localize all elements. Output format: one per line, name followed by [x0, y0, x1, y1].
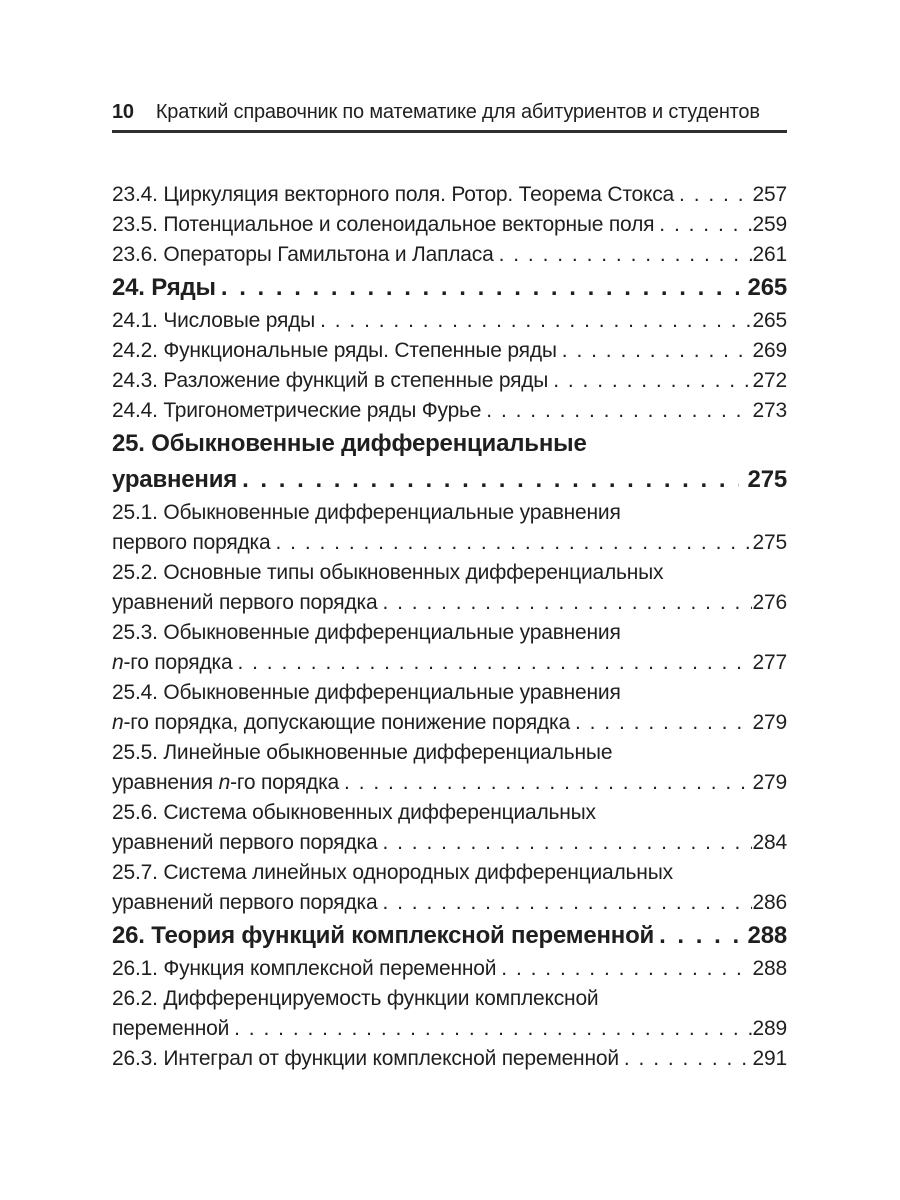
dot-leader	[320, 306, 751, 336]
toc-line	[112, 618, 787, 648]
toc-section-heading	[112, 270, 787, 306]
toc-page-number: 272	[752, 369, 787, 392]
toc-entry-title: уравнений первого порядка	[112, 891, 378, 914]
dot-leader	[553, 366, 751, 396]
toc-line	[112, 828, 787, 858]
dot-leader	[382, 828, 751, 858]
toc-line	[112, 270, 787, 306]
toc-page-number: 257	[752, 183, 787, 206]
toc-line	[112, 426, 787, 462]
running-head	[112, 101, 787, 133]
toc-entry	[112, 678, 787, 738]
toc-entry	[112, 306, 787, 336]
dot-leader	[659, 210, 751, 240]
toc-entry-title: уравнений первого порядка	[112, 831, 378, 854]
toc-entry	[112, 396, 787, 426]
dot-leader	[486, 396, 751, 426]
toc-entry	[112, 498, 787, 558]
toc-entry	[112, 558, 787, 618]
dot-leader	[234, 1014, 751, 1044]
toc-entry	[112, 618, 787, 678]
dot-leader	[276, 528, 752, 558]
dot-leader	[237, 648, 751, 678]
toc-page-number: 259	[752, 213, 787, 236]
dot-leader	[382, 888, 751, 918]
running-title: Краткий справочник по математике для абитуриентов и студентов	[155, 101, 760, 123]
toc-entry-title: 23.5. Потенциальное и соленоидальное векторные поля	[112, 213, 655, 236]
toc-entry	[112, 240, 787, 270]
toc-entry-title: 25.2. Основные типы обыкновенных дифференциальных	[112, 561, 664, 584]
toc-page-number: 279	[752, 711, 787, 734]
dot-leader	[344, 768, 752, 798]
page-number: 10	[112, 101, 134, 123]
toc-page-number: 275	[752, 531, 787, 554]
toc-entry-title: 23.4. Циркуляция векторного поля. Ротор. Теорема Стокса	[112, 183, 675, 206]
toc-entry-title: 26.1. Функция комплексной переменной	[112, 957, 497, 980]
toc-entry	[112, 180, 787, 210]
toc-line	[112, 798, 787, 828]
dot-leader	[624, 1044, 752, 1074]
toc-entry	[112, 1044, 787, 1074]
dot-leader	[221, 270, 739, 306]
toc-entry-title: n-го порядка	[112, 651, 233, 674]
toc-page-number: 265	[747, 274, 787, 301]
toc-entry-title: уравнения	[112, 466, 238, 493]
toc-line	[112, 738, 787, 768]
toc-entry-title: 25.6. Система обыкновенных дифференциальных	[112, 801, 596, 824]
toc-entry	[112, 984, 787, 1044]
toc-page-number: 288	[752, 957, 787, 980]
toc-page-number: 261	[752, 243, 787, 266]
toc-line	[112, 1044, 787, 1074]
toc-entry-title: уравнения n-го порядка	[112, 771, 340, 794]
toc-line	[112, 498, 787, 528]
toc-entry-title: 24. Ряды	[112, 274, 216, 301]
toc-entry-title: 24.3. Разложение функций в степенные ряды	[112, 369, 549, 392]
toc-line	[112, 240, 787, 270]
dot-leader	[242, 462, 738, 498]
toc-page-number: 288	[747, 922, 787, 949]
toc-page-number: 275	[747, 466, 787, 493]
toc-line	[112, 768, 787, 798]
dot-leader	[501, 954, 751, 984]
dot-leader	[382, 588, 751, 618]
toc-page-number: 265	[752, 309, 787, 332]
toc-page-number: 273	[752, 399, 787, 422]
toc-entry-title: 24.4. Тригонометрические ряды Фурье	[112, 399, 482, 422]
toc-entry-title: 25. Обыкновенные дифференциальные	[112, 430, 587, 457]
toc-entry-title: 25.1. Обыкновенные дифференциальные уравнения	[112, 501, 621, 524]
toc-line	[112, 648, 787, 678]
toc-line	[112, 306, 787, 336]
toc-line	[112, 888, 787, 918]
toc-line	[112, 528, 787, 558]
toc-page-number: 276	[752, 591, 787, 614]
toc-line	[112, 462, 787, 498]
toc-section-heading	[112, 918, 787, 954]
dot-leader	[575, 708, 752, 738]
dot-leader	[562, 336, 752, 366]
toc-entry	[112, 954, 787, 984]
toc-entry-title: 25.5. Линейные обыкновенные дифференциальные	[112, 741, 613, 764]
dot-leader	[659, 918, 738, 954]
toc-entry-title: 24.1. Числовые ряды	[112, 309, 316, 332]
toc-line	[112, 588, 787, 618]
toc-line	[112, 918, 787, 954]
toc-entry	[112, 336, 787, 366]
toc-entry-title: 26.3. Интеграл от функции комплексной переменной	[112, 1047, 619, 1070]
toc-line	[112, 558, 787, 588]
toc-line	[112, 954, 787, 984]
toc-line	[112, 366, 787, 396]
toc-entry	[112, 738, 787, 798]
toc-page-number: 277	[752, 651, 787, 674]
toc-line	[112, 678, 787, 708]
dot-leader	[499, 240, 752, 270]
toc-entry	[112, 798, 787, 858]
toc-line	[112, 396, 787, 426]
toc-entry-title: 26.2. Дифференцируемость функции комплексной	[112, 987, 599, 1010]
toc-section-heading	[112, 426, 787, 498]
toc-entry	[112, 366, 787, 396]
toc-entry-title: 26. Теория функций комплексной переменной	[112, 922, 655, 949]
toc-line	[112, 180, 787, 210]
toc-line	[112, 1014, 787, 1044]
toc-list	[112, 180, 787, 1074]
toc-page-number: 284	[752, 831, 787, 854]
toc-entry-title: 23.6. Операторы Гамильтона и Лапласа	[112, 243, 494, 266]
toc-line	[112, 210, 787, 240]
toc-line	[112, 858, 787, 888]
toc-line	[112, 984, 787, 1014]
page-content	[112, 101, 787, 1074]
toc-entry-title: 25.3. Обыкновенные дифференциальные уравнения	[112, 621, 621, 644]
toc-entry-title: n-го порядка, допускающие понижение порядка	[112, 711, 570, 734]
toc-entry-title: уравнений первого порядка	[112, 591, 378, 614]
toc-entry-title: 25.4. Обыкновенные дифференциальные уравнения	[112, 681, 621, 704]
toc-line	[112, 336, 787, 366]
toc-entry	[112, 858, 787, 918]
toc-entry-title: переменной	[112, 1017, 230, 1040]
toc-entry-title: 25.7. Система линейных однородных дифференциальных	[112, 861, 673, 884]
toc-page-number: 291	[752, 1047, 787, 1070]
toc-page-number: 289	[752, 1017, 787, 1040]
toc-page-number: 286	[752, 891, 787, 914]
toc-entry-title: первого порядка	[112, 531, 271, 554]
toc-page-number: 269	[752, 339, 787, 362]
toc-entry	[112, 210, 787, 240]
toc-page-number: 279	[752, 771, 787, 794]
dot-leader	[679, 180, 752, 210]
toc-entry-title: 24.2. Функциональные ряды. Степенные ряды	[112, 339, 557, 362]
toc-line	[112, 708, 787, 738]
